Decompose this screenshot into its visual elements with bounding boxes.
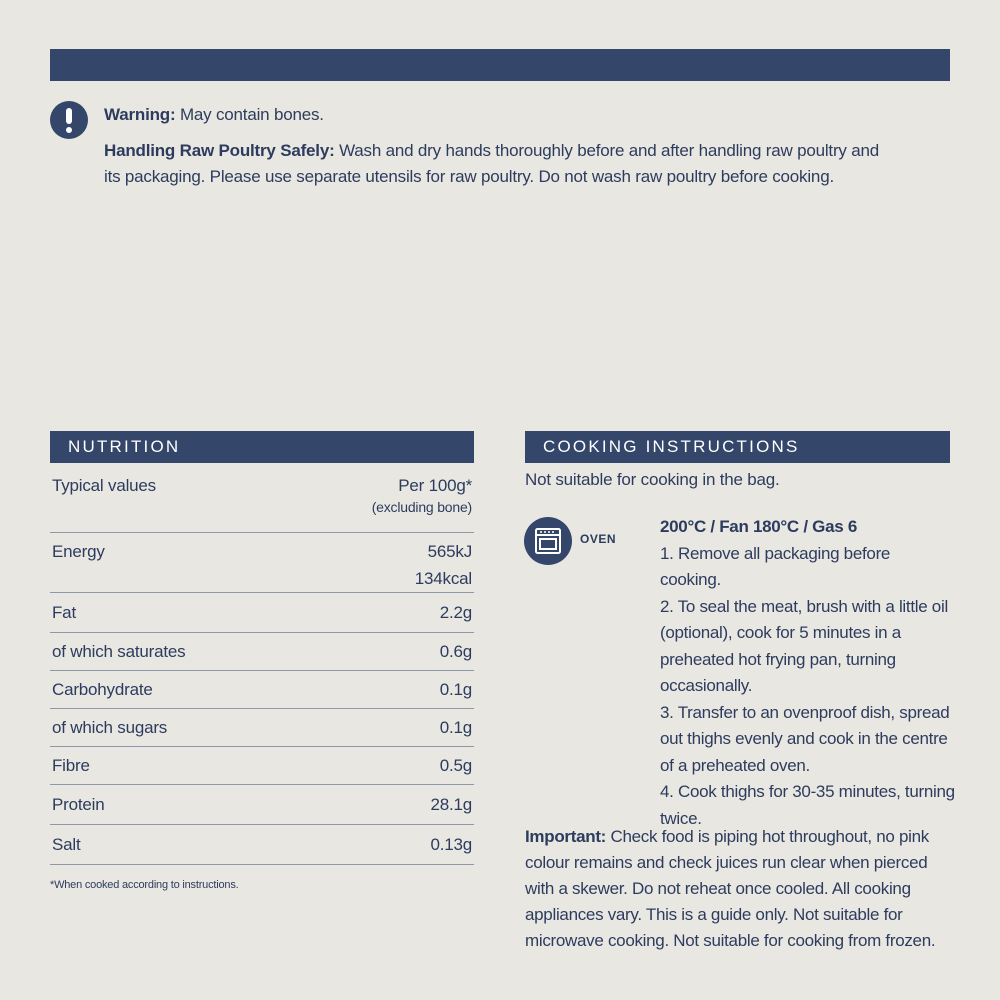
row-label: Protein <box>52 795 105 814</box>
exclamation-icon <box>50 101 88 139</box>
nutrition-table <box>50 472 474 865</box>
table-row <box>50 785 474 825</box>
important-text: Check food is piping hot throughout, no pink colour remains and check juices run clear when pierced with a skewer. Do not reheat once cooled. All cooking appliances vary. This is a guide only. Not suitable for microwave cooking. Not suitable for cooking from frozen. <box>525 827 936 950</box>
oven-instructions <box>660 514 955 832</box>
warning-label: Warning: <box>104 105 176 124</box>
table-row <box>50 825 474 865</box>
step-1: 1. Remove all packaging before cooking. <box>660 543 891 589</box>
table-row <box>50 747 474 785</box>
row-label: Salt <box>52 835 81 854</box>
step-3: 3. Transfer to an ovenproof dish, spread out thighs evenly and cook in the centre of a preheated oven. <box>660 702 950 775</box>
handling-label: Handling Raw Poultry Safely: <box>104 141 335 160</box>
row-value: 28.1g <box>430 795 472 814</box>
cooking-title: COOKING INSTRUCTIONS <box>525 431 950 463</box>
warning-text: May contain bones. <box>175 105 324 124</box>
handling-line <box>104 138 884 190</box>
table-row <box>50 671 474 709</box>
energy-row <box>50 533 474 593</box>
row-label: Fibre <box>52 756 90 775</box>
warning-block <box>104 102 904 200</box>
energy-label: Energy <box>52 542 105 561</box>
table-row <box>50 709 474 747</box>
table-row <box>50 633 474 671</box>
row-value: 0.13g <box>430 835 472 854</box>
nutrition-footnote: *When cooked according to instructions. <box>50 879 239 891</box>
row-value: 0.1g <box>439 680 472 699</box>
warning-line <box>104 102 904 128</box>
important-label: Important: <box>525 827 607 846</box>
top-banner <box>50 49 950 81</box>
important-note <box>525 824 945 954</box>
handling-text: Wash and dry hands thoroughly before and after handling raw poultry and its packaging. Please use separate utensils for raw poultry. Do not wash raw poultry before cooking. <box>104 141 879 186</box>
header-typical-values: Typical values <box>52 476 156 495</box>
energy-values <box>415 538 472 592</box>
step-4: 4. Cook thighs for 30-35 minutes, turning twice. <box>660 782 955 828</box>
header-per-100g <box>372 476 472 532</box>
nutrition-header-row <box>50 472 474 533</box>
energy-kcal: 134kcal <box>414 569 472 588</box>
row-value: 2.2g <box>439 603 472 622</box>
oven-icon <box>524 517 572 565</box>
table-row <box>50 593 474 633</box>
row-label: of which saturates <box>52 642 186 661</box>
not-suitable-note: Not suitable for cooking in the bag. <box>525 470 780 489</box>
step-2: 2. To seal the meat, brush with a little oil (optional), cook for 5 minutes in a preheated hot frying pan, turning occasionally. <box>660 596 948 695</box>
row-value: 0.6g <box>439 642 472 661</box>
row-label: of which sugars <box>52 718 168 737</box>
energy-kj: 565kJ <box>427 542 472 561</box>
row-label: Fat <box>52 603 76 622</box>
header-excluding-bone: (excluding bone) <box>371 499 472 515</box>
oven-temperature: 200°C / Fan 180°C / Gas 6 <box>660 517 857 536</box>
nutrition-title: NUTRITION <box>50 431 474 463</box>
row-label: Carbohydrate <box>52 680 153 699</box>
row-value: 0.1g <box>439 718 472 737</box>
row-value: 0.5g <box>439 756 472 775</box>
header-per-100g-label: Per 100g* <box>398 476 472 495</box>
oven-label: OVEN <box>580 532 617 546</box>
